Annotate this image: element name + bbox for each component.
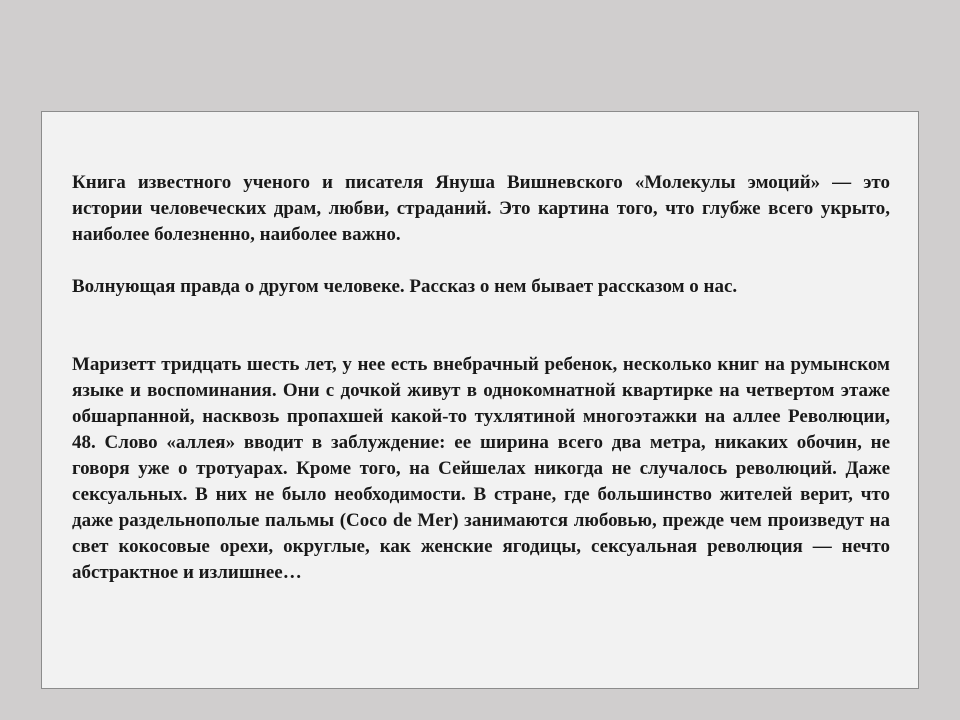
excerpt-paragraph: Маризетт тридцать шесть лет, у нее есть внебрачный ребенок, несколько книг на румынском языке и воспоминания. Они с дочкой живут в однокомнатной квартирке на четвертом этаже обшарпанной, насквозь пропахшей какой-то тухлятиной многоэтажки на аллее Революции, 48. Слово «аллея» вводит в заблуждение: ее ширина всего два метра, никаких обочин, не говоря уже о тротуарах. Кроме того, на Сейшелах никогда не случалось революций. Даже сексуальных. В них не было необходимости. В стране, где большинство жителей верит, что даже раздельнополые пальмы (Coco de Mer) занимаются любовью, прежде чем произведут на свет кокосовые орехи, округлые, как женские ягодицы, сексуальная революция — нечто абстрактное и излишнее… [72, 354, 890, 583]
document-page [41, 111, 919, 689]
intro-paragraph: Книга известного ученого и писателя Януша Вишневского «Молекулы эмоций» — это истории человеческих драм, любви, страданий. Это картина того, что глубже всего укрыто, наиболее болезненно, наиболее важно. [72, 172, 890, 245]
tagline-paragraph: Волнующая правда о другом человеке. Рассказ о нем бывает рассказом о нас. [72, 276, 738, 297]
text-content [72, 170, 890, 586]
